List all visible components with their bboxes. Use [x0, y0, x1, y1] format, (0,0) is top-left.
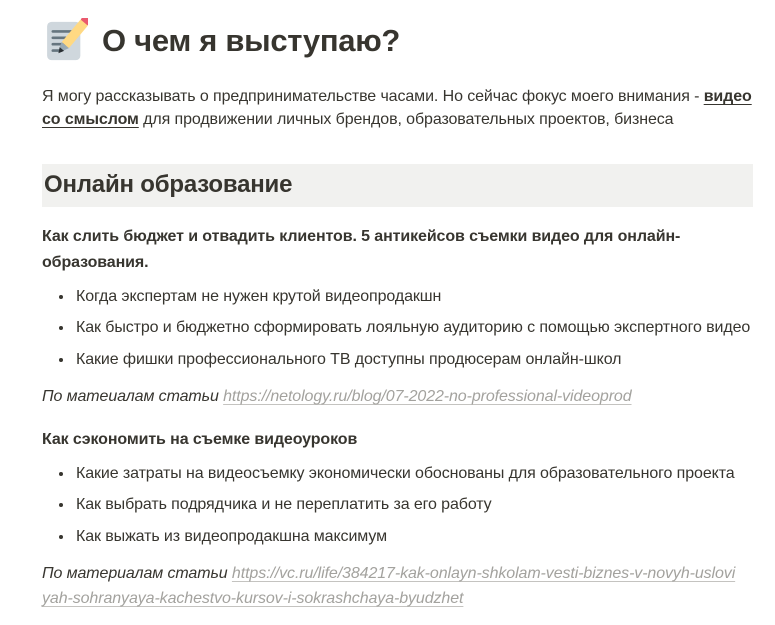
page-header	[42, 18, 753, 64]
intro-paragraph	[42, 85, 753, 131]
topic2-list	[42, 461, 753, 552]
source-label: По материалам статьи	[42, 565, 232, 583]
source-link-vc[interactable]: https://vc.ru/life/384217-kak-onlayn-shkolam-vesti-biznes-v-novyh-usloviyah-sohranyaya-kachestvo-kursov-i-sokrashchaya-byudzhet	[42, 565, 736, 607]
intro-text-before: Я могу рассказывать о предпринимательстве часами. Но сейчас фокус моего внимания -	[42, 88, 704, 105]
list-item: • Как выжать из видеопродакшна максимум	[74, 524, 753, 551]
list-item: • Какие фишки профессионального ТВ доступны продюсерам онлайн-школ	[74, 347, 753, 374]
list-item: • Как быстро и бюджетно сформировать лояльную аудиторию с помощью экспертного видео	[74, 315, 753, 342]
topic2-title: Как сэкономить на съемке видеоуроков	[42, 430, 358, 448]
topic2-source	[42, 562, 742, 612]
page-title: О чем я выступаю?	[102, 23, 401, 59]
list-item: • Какие затраты на видеосъемку экономически обоснованы для образовательного проекта	[74, 461, 753, 488]
source-label: По матеиалам статьи	[42, 388, 224, 406]
source-link-netology[interactable]: https://netology.ru/blog/07-2022-no-professional-videoprod	[223, 388, 632, 406]
intro-text-after: для продвижении личных брендов, образовательных проектов, бизнеса	[138, 111, 674, 129]
section-heading-online-education: Онлайн образование	[42, 164, 753, 207]
intro-highlight: видео со смыслом	[42, 88, 752, 129]
list-item: • Как выбрать подрядчика и не переплатить за его работу	[74, 492, 753, 519]
topic1-list	[42, 284, 753, 375]
topic1-source	[42, 385, 742, 410]
topic1-title: Как слить бюджет и отвадить клиентов. 5 антикейсов съемки видео для онлайн-образования.	[42, 228, 681, 271]
memo-icon	[42, 18, 88, 64]
list-item: • Когда экспертам не нужен крутой видеопродакшн	[74, 284, 753, 311]
